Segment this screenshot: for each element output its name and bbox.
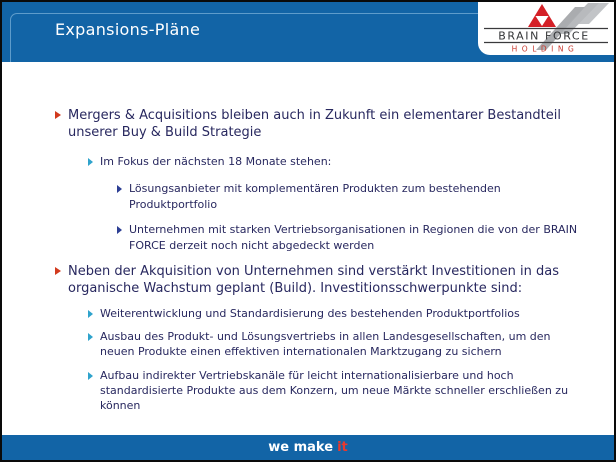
bullet-level1-item (55, 107, 614, 141)
bullet-text: Im Fokus der nächsten 18 Monate stehen: (100, 155, 332, 168)
slide-footer-bar (2, 435, 614, 460)
bullet-level3-item (117, 181, 614, 212)
bullet-text: Mergers & Acquisitions bleiben auch in Zukunft ein elementarer Bestandteil unserer Buy & Build Strategie (68, 108, 561, 140)
bullet-level3-item (117, 222, 614, 253)
logo-brand-text: BRAIN FORCE (498, 29, 590, 43)
triangle-bullet-icon (55, 111, 61, 119)
bullet-text: Unternehmen mit starken Vertriebsorganisationen in Regionen die von der BRAIN FORCE derzeit noch nicht abgedeckt werden (129, 223, 578, 252)
triangle-bullet-icon (88, 158, 93, 166)
logo-division-text: HOLDING (511, 44, 579, 54)
bullet-text: Ausbau des Produkt- und Lösungsvertriebs in allen Landesgesellschaften, um den neuen Produkte einen effektiven internationalen Marktzugang zu sichern (100, 330, 551, 358)
triangle-bullet-icon (117, 185, 122, 193)
triangle-bullet-icon (117, 226, 122, 234)
bullet-level1-item (55, 263, 614, 297)
brain-force-logo (478, 2, 614, 55)
bullet-text: Weiterentwicklung und Standardisierung des bestehenden Produktportfolios (100, 307, 520, 320)
slide-title: Expansions-Pläne (55, 20, 201, 39)
footer-slogan: we make (268, 440, 334, 455)
triangle-bullet-icon (88, 372, 93, 380)
logo-graphic (478, 2, 614, 55)
triangle-bullet-icon (88, 310, 93, 318)
bullet-text: Neben der Akquisition von Unternehmen sind verstärkt Investitionen in das organische Wachstum geplant (Build). Investitionsschwerpunkte sind: (68, 264, 559, 296)
bullet-text: Lösungsanbieter mit komplementären Produkten zum bestehenden Produktportfolio (129, 182, 501, 211)
bullet-level2-item (88, 306, 614, 321)
triangle-bullet-icon (88, 333, 93, 341)
footer-slogan-accent: it (337, 440, 348, 455)
bullet-level2-item (88, 329, 614, 359)
triangle-bullet-icon (55, 267, 61, 275)
slide-body (2, 62, 614, 435)
bullet-level2-item (88, 368, 614, 413)
bullet-text: Aufbau indirekter Vertriebskanäle für leicht internationalisierbare und hoch standardisierte Produkte aus dem Konzern, um neue Märkte schneller erschließen zu können (100, 369, 569, 412)
bullet-level2-item (88, 154, 614, 169)
logo-triangle-icon (528, 4, 556, 27)
